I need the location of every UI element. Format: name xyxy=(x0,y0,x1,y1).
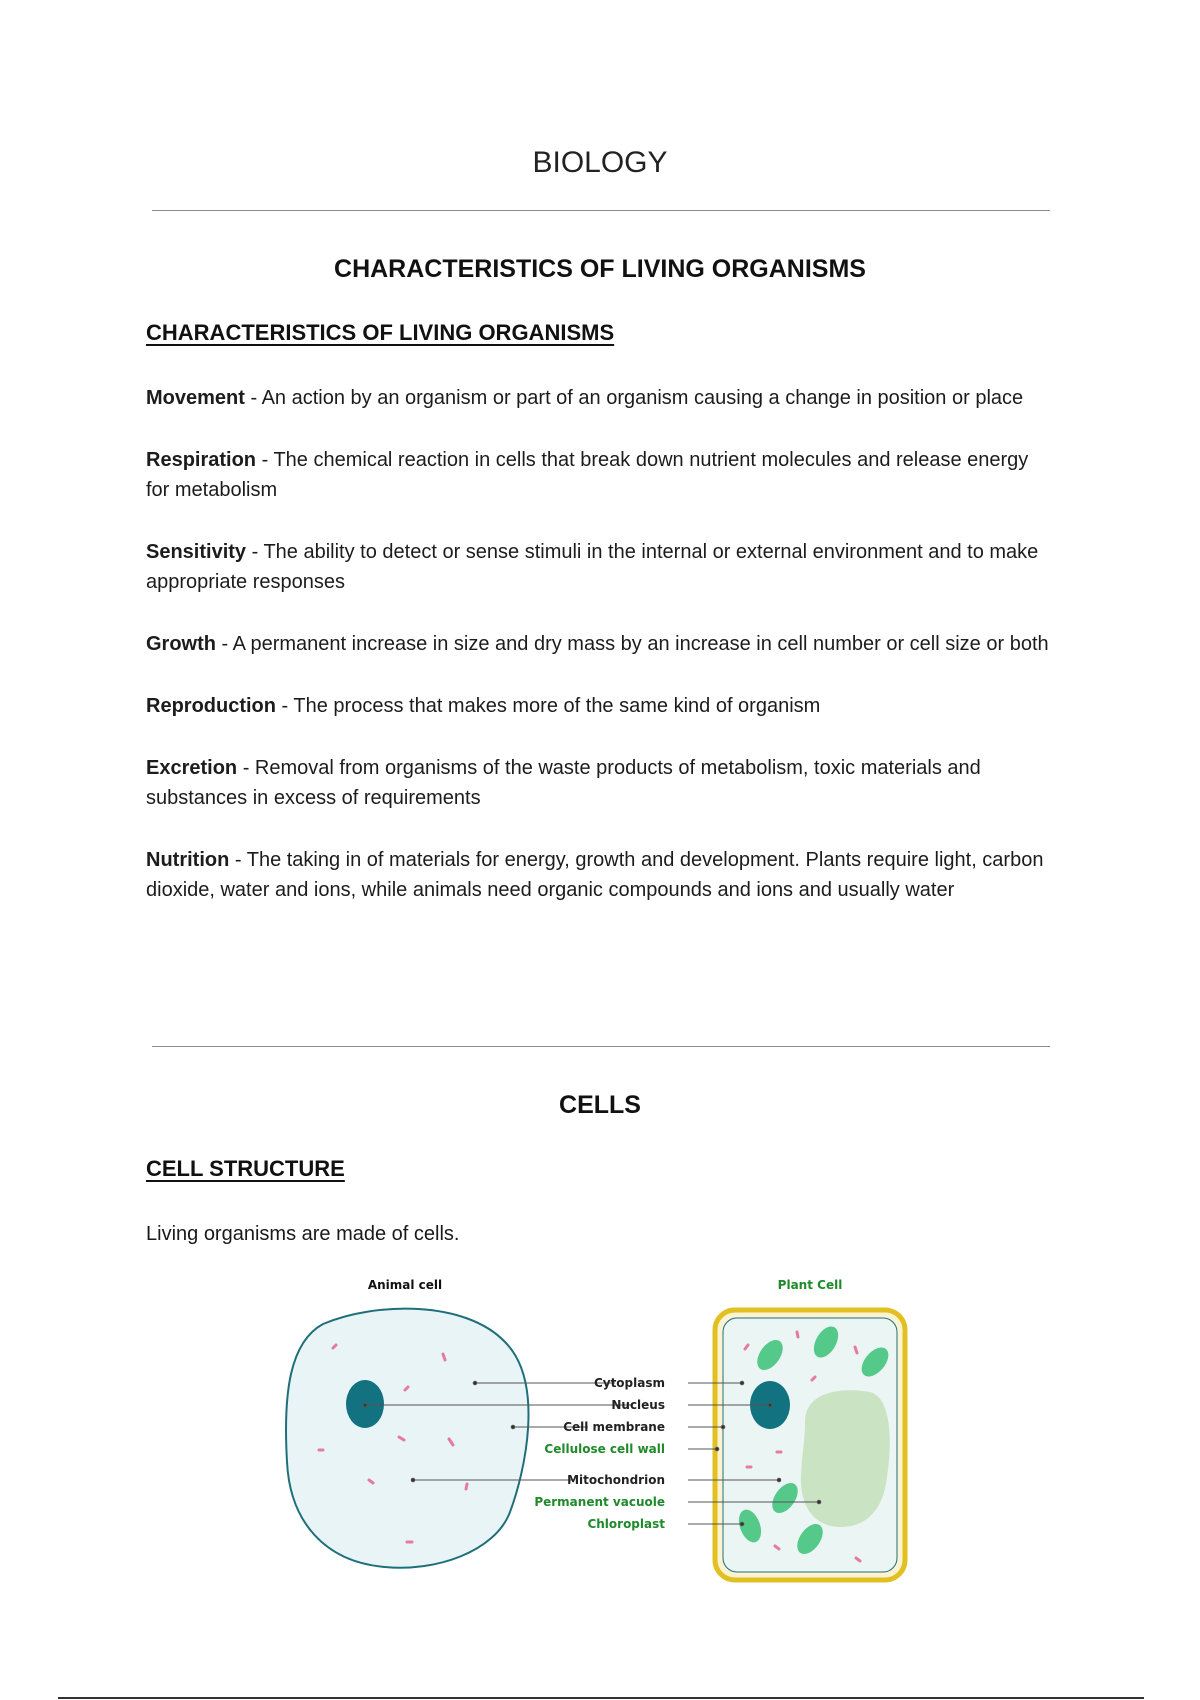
definition-term: Reproduction xyxy=(146,695,276,717)
plant-cell-title: Plant Cell xyxy=(777,1278,843,1292)
definition-term: Excretion xyxy=(146,757,238,779)
label-nucleus: Nucleus xyxy=(611,1398,665,1412)
definition-text: - The ability to detect or sense stimuli in the internal or external environment and to make appropriate responses xyxy=(146,541,1039,593)
page-bottom-rule xyxy=(58,1697,1144,1699)
intro-text: Living organisms are made of cells. xyxy=(146,1223,460,1245)
divider xyxy=(152,210,1050,211)
label-mitochondrion: Mitochondrion xyxy=(567,1473,665,1487)
definition-term: Growth xyxy=(146,633,216,655)
definition-term: Sensitivity xyxy=(146,541,247,563)
definition-nutrition xyxy=(146,845,1056,905)
cell-diagram xyxy=(265,1262,935,1592)
subheading-characteristics: CHARACTERISTICS OF LIVING ORGANISMS xyxy=(146,320,615,345)
definition-text: - An action by an organism or part of an organism causing a change in position or place xyxy=(244,387,1024,409)
label-cytoplasm: Cytoplasm xyxy=(593,1376,665,1390)
definition-text: - The process that makes more of the same kind of organism xyxy=(276,695,821,717)
divider xyxy=(152,1046,1050,1047)
section-heading-cells: CELLS xyxy=(559,1091,641,1119)
label-permanent-vacuole: Permanent vacuole xyxy=(534,1495,665,1509)
definition-text: - A permanent increase in size and dry mass by an increase in cell number or cell size or both xyxy=(216,633,1049,655)
definition-list xyxy=(146,383,1056,937)
definition-term: Nutrition xyxy=(146,849,230,871)
plant-vacuole xyxy=(801,1390,890,1527)
definition-text: - The taking in of materials for energy, growth and development. Plants require light, carbon dioxide, water and ions, while animals need organic compounds and ions and usually water xyxy=(146,849,1044,901)
label-cell-membrane: Cell membrane xyxy=(563,1420,665,1434)
definition-text: - The chemical reaction in cells that break down nutrient molecules and release energy for metabolism xyxy=(146,449,1029,501)
subheading-cell-structure: CELL STRUCTURE xyxy=(146,1156,345,1181)
definition-reproduction xyxy=(146,691,1056,721)
definition-respiration xyxy=(146,445,1056,505)
definition-sensitivity xyxy=(146,537,1056,597)
definition-term: Movement xyxy=(146,387,245,409)
section-heading-characteristics: CHARACTERISTICS OF LIVING ORGANISMS xyxy=(334,255,866,283)
page-title: BIOLOGY xyxy=(532,146,668,179)
animal-cell-title: Animal cell xyxy=(367,1278,443,1292)
definition-excretion xyxy=(146,753,1056,813)
definition-growth xyxy=(146,629,1056,659)
definition-term: Respiration xyxy=(146,449,257,471)
label-cellulose-cell-wall: Cellulose cell wall xyxy=(544,1442,665,1456)
definition-text: - Removal from organisms of the waste products of metabolism, toxic materials and substances in excess of requirements xyxy=(146,757,981,809)
definition-movement xyxy=(146,383,1056,413)
animal-cell-membrane xyxy=(286,1309,529,1568)
label-chloroplast: Chloroplast xyxy=(587,1517,665,1531)
